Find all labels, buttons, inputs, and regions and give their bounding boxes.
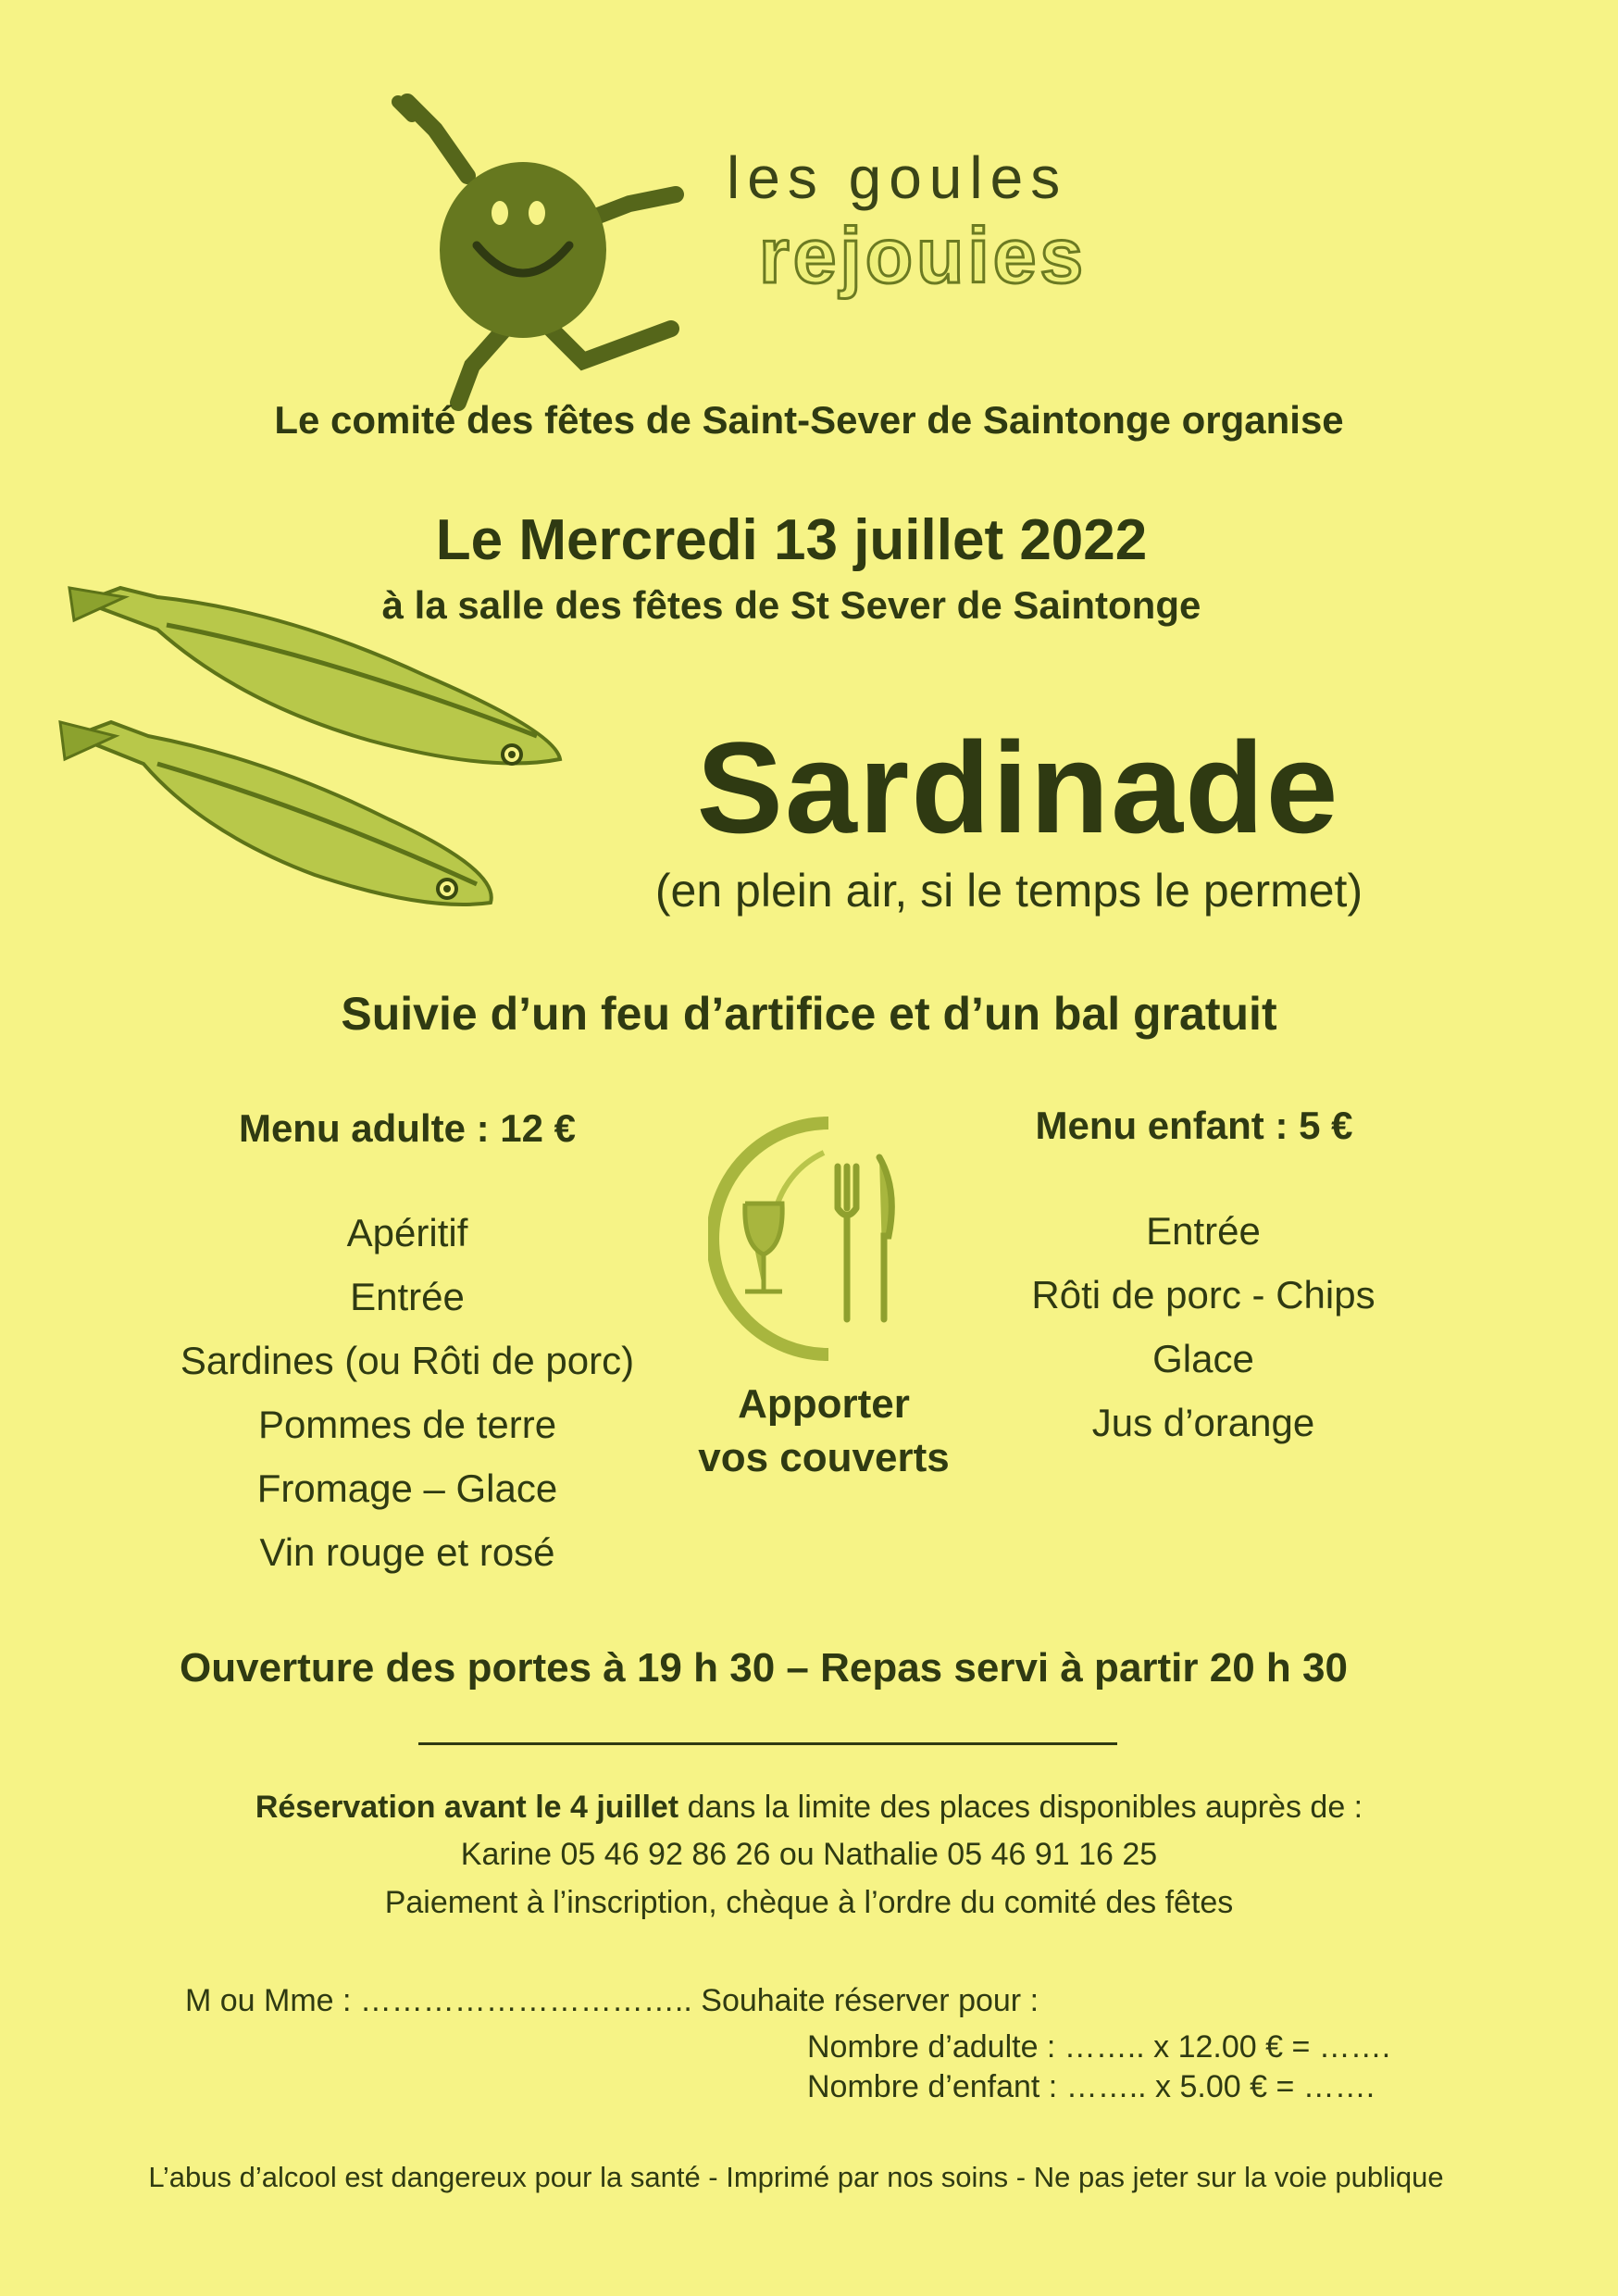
adult-menu-title: Menu adulte : 12 € bbox=[238, 1106, 577, 1150]
event-date: Le Mercredi 13 juillet 2022 bbox=[435, 508, 1148, 572]
schedule-line: Ouverture des portes à 19 h 30 – Repas servi à partir 20 h 30 bbox=[180, 1645, 1348, 1691]
bring-cutlery-line2: vos couverts bbox=[698, 1435, 950, 1480]
list-item: Apéritif bbox=[346, 1211, 468, 1254]
form-child-line: Nombre d’enfant : …….. x 5.00 € = ……. bbox=[807, 2069, 1375, 2104]
event-venue: à la salle des fêtes de St Sever de Saintonge bbox=[381, 583, 1201, 627]
child-menu-title: Menu enfant : 5 € bbox=[1035, 1104, 1353, 1147]
adult-menu-list bbox=[120, 1201, 694, 1584]
form-name-line: M ou Mme : ………………………….. Souhaite réserver pour : bbox=[185, 1983, 1039, 2018]
list-item: Glace bbox=[1152, 1337, 1254, 1380]
list-item: Jus d’orange bbox=[1091, 1401, 1315, 1444]
event-subtitle: (en plein air, si le temps le permet) bbox=[654, 865, 1363, 917]
reservation-deadline-bold: Réservation avant le 4 juillet bbox=[255, 1790, 679, 1825]
reservation-contacts: Karine 05 46 92 86 26 ou Nathalie 05 46 91 16 25 bbox=[460, 1837, 1158, 1872]
footer-disclaimer: L’abus d’alcool est dangereux pour la santé - Imprimé par nos soins - Ne pas jeter sur la voie publique bbox=[148, 2161, 1444, 2193]
list-item: Entrée bbox=[1146, 1209, 1261, 1253]
plate-glass-cutlery-icon bbox=[708, 1116, 912, 1361]
dancing-smiley-mascot-icon bbox=[370, 88, 703, 412]
list-item: Entrée bbox=[350, 1275, 465, 1318]
form-adult-line: Nombre d’adulte : …….. x 12.00 € = ……. bbox=[807, 2029, 1391, 2065]
logo-text-line1: les goules bbox=[727, 144, 1068, 211]
divider bbox=[418, 1742, 1117, 1745]
reservation-deadline bbox=[0, 1790, 1618, 1826]
list-item: Vin rouge et rosé bbox=[259, 1530, 555, 1574]
organiser-line: Le comité des fêtes de Saint-Sever de Saintonge organise bbox=[274, 398, 1344, 442]
bring-cutlery-line1: Apporter bbox=[738, 1381, 910, 1427]
child-menu-list bbox=[963, 1199, 1444, 1454]
list-item: Sardines (ou Rôti de porc) bbox=[180, 1339, 635, 1382]
bring-cutlery-note bbox=[666, 1378, 981, 1485]
list-item: Fromage – Glace bbox=[256, 1466, 558, 1510]
logo-text-line2: rejouies bbox=[759, 212, 1088, 299]
event-title: Sardinade bbox=[696, 715, 1340, 860]
list-item: Pommes de terre bbox=[257, 1403, 557, 1446]
reservation-deadline-rest: dans la limite des places disponibles auprès de : bbox=[678, 1790, 1363, 1825]
list-item: Rôti de porc - Chips bbox=[1031, 1273, 1375, 1316]
reservation-payment: Paiement à l’inscription, chèque à l’ordre du comité des fêtes bbox=[384, 1885, 1234, 1920]
sardines-icon bbox=[56, 546, 574, 954]
event-followed-by: Suivie d’un feu d’artifice et d’un bal gratuit bbox=[341, 988, 1277, 1040]
